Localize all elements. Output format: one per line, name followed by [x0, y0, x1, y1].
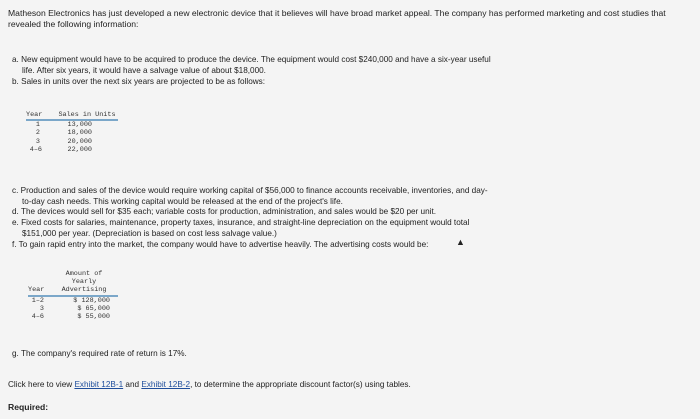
ad-amount: $ 55,000	[77, 313, 110, 322]
item-d: d. The devices would sell for $35 each; variable costs for production, administration, and sales would be $20 per unit.	[12, 207, 437, 216]
ad-year: 4–6	[31, 313, 44, 322]
item-c-line2: to-day cash needs. This working capital would be released at the end of the project's life.	[22, 196, 343, 206]
item-e-line2: $151,000 per year. (Depreciation is based on cost less salvage value.)	[22, 228, 277, 238]
intro-paragraph: Matheson Electronics has just developed a new electronic device that it believes will have broad market appeal. The company has performed marketing and cost studies that revealed the following information:	[8, 8, 666, 29]
table-row	[26, 129, 118, 137]
item-a-line2: life. After six years, it would have a salvage value of about $18,000.	[22, 65, 266, 75]
table-row	[26, 146, 118, 154]
ad-header-amount-l1: Amount of	[65, 270, 103, 278]
sales-header-units: Sales in Units	[50, 111, 118, 120]
footer-line	[8, 379, 688, 390]
item-c	[12, 186, 652, 207]
footer-and: and	[123, 380, 142, 389]
footer-suffix: , to determine the appropriate discount factor(s) using tables.	[190, 380, 411, 389]
sales-table	[26, 111, 118, 154]
ad-amount: $ 65,000	[77, 304, 110, 313]
ad-header-amount-l2: Yearly	[71, 278, 97, 287]
table-row	[28, 305, 118, 313]
exhibit-12b-2-link[interactable]: Exhibit 12B-2	[141, 380, 191, 389]
exhibit-12b-1-link[interactable]: Exhibit 12B-1	[74, 380, 124, 389]
item-c-line1: c. Production and sales of the device would require working capital of $56,000 to finance accounts receivable, inventories, and day-	[12, 186, 488, 195]
item-a-line1: a. New equipment would have to be acquired to produce the device. The equipment would cost $240,000 and have a six-year useful	[12, 55, 491, 64]
advertising-table	[28, 270, 118, 321]
table-row	[28, 296, 118, 305]
required-heading: Required:	[8, 402, 49, 412]
sales-year: 1	[35, 121, 40, 130]
item-e	[12, 218, 652, 239]
ad-header-year: Year	[28, 286, 50, 295]
sales-units: 20,000	[67, 137, 92, 146]
sales-year: 4–6	[29, 145, 42, 154]
table-row	[26, 120, 118, 129]
footer-prefix: Click here to view	[8, 380, 75, 389]
item-a	[12, 55, 652, 76]
sales-year: 3	[35, 137, 40, 146]
sales-units: 22,000	[67, 145, 92, 154]
table-row	[26, 138, 118, 146]
sales-year: 2	[35, 129, 40, 138]
item-e-line1: e. Fixed costs for salaries, maintenance, property taxes, insurance, and straight-line depreciation on the equipment would total	[12, 218, 470, 227]
sales-units: 18,000	[67, 129, 92, 138]
item-b: b. Sales in units over the next six years are projected to be as follows:	[12, 77, 266, 86]
sales-header-year: Year	[26, 111, 50, 120]
ad-year: 3	[39, 304, 44, 313]
table-row	[28, 313, 118, 321]
ad-year: 1–2	[31, 296, 44, 305]
cursor-arrow-icon: ▲	[456, 237, 465, 247]
ad-header-amount-l3: Advertising	[50, 286, 118, 295]
sales-units: 13,000	[67, 121, 92, 130]
ad-amount: $ 128,000	[73, 296, 110, 305]
item-g: g. The company's required rate of return is 17%.	[12, 349, 187, 358]
item-f: f. To gain rapid entry into the market, the company would have to advertise heavily. The advertising costs would be:	[12, 240, 429, 249]
